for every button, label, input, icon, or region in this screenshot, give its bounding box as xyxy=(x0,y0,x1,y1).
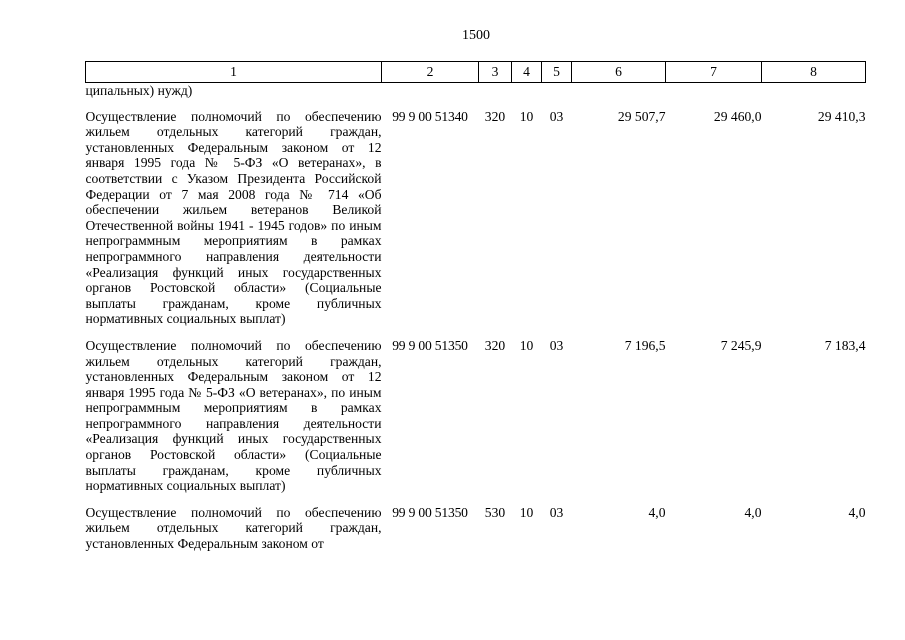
subsection-code: 03 xyxy=(549,337,564,353)
amount-year-2: 29 460,0 xyxy=(713,108,762,124)
table-row xyxy=(86,505,866,563)
continuation-row xyxy=(86,83,866,105)
table-row xyxy=(86,109,866,338)
amount-year-2: 7 245,9 xyxy=(720,337,762,353)
column-header: 8 xyxy=(762,62,866,83)
column-header: 5 xyxy=(542,62,572,83)
expense-kind-code: 530 xyxy=(484,504,506,520)
amount-year-2: 4,0 xyxy=(744,504,762,520)
column-header: 1 xyxy=(86,62,382,83)
expense-kind-code: 320 xyxy=(484,108,506,124)
budget-table xyxy=(85,61,866,563)
table-row xyxy=(86,338,866,505)
row-description: Осуществление полномочий по обеспечению жильем отдельных категорий граждан, установленных Федеральным законом от xyxy=(85,504,382,552)
amount-year-3: 7 183,4 xyxy=(824,337,866,353)
section-code: 10 xyxy=(519,504,534,520)
column-header-row xyxy=(86,62,866,83)
row-description: Осуществление полномочий по обеспечению жильем отдельных категорий граждан, установленных Федеральным законом от 12 января 1995 года № 5-ФЗ «О ветеранах», в соответствии с Указом Президента Российской Федерации от 7 мая 2008 года № 714 «Об обеспечении жильем ветеранов Великой Отечественной войны 1941 - 1945 годов» по иным непрограммным мероприятиям в рамках непрограммного направления деятельности «Реализация функций иных государственных органов Ростовской области» (Социальные выплаты гражданам, кроме публичных нормативных социальных выплат) xyxy=(85,108,382,327)
subsection-code: 03 xyxy=(549,108,564,124)
amount-year-3: 4,0 xyxy=(848,504,866,520)
row-description: Осуществление полномочий по обеспечению жильем отдельных категорий граждан, установленных Федеральным законом от 12 января 1995 года № 5-ФЗ «О ветеранах», по иным непрограммным мероприятиям в рамках непрограммного направления деятельности «Реализация функций иных государственных органов Ростовской области» (Социальные выплаты гражданам, кроме публичных нормативных социальных выплат) xyxy=(85,337,382,494)
expense-kind-code: 320 xyxy=(484,337,506,353)
amount-year-3: 29 410,3 xyxy=(817,108,866,124)
subsection-code: 03 xyxy=(549,504,564,520)
page-number: 1500 xyxy=(462,28,490,43)
target-article-code: 99 9 00 51350 xyxy=(392,504,468,520)
section-code: 10 xyxy=(519,337,534,353)
column-header: 4 xyxy=(512,62,542,83)
amount-year-1: 29 507,7 xyxy=(617,108,666,124)
section-code: 10 xyxy=(519,108,534,124)
target-article-code: 99 9 00 51350 xyxy=(392,337,468,353)
continuation-text: ципальных) нужд) xyxy=(85,83,193,98)
column-header: 2 xyxy=(382,62,479,83)
amount-year-1: 4,0 xyxy=(648,504,666,520)
column-header: 7 xyxy=(666,62,762,83)
column-header: 6 xyxy=(572,62,666,83)
column-header: 3 xyxy=(479,62,512,83)
target-article-code: 99 9 00 51340 xyxy=(392,108,468,124)
amount-year-1: 7 196,5 xyxy=(624,337,666,353)
